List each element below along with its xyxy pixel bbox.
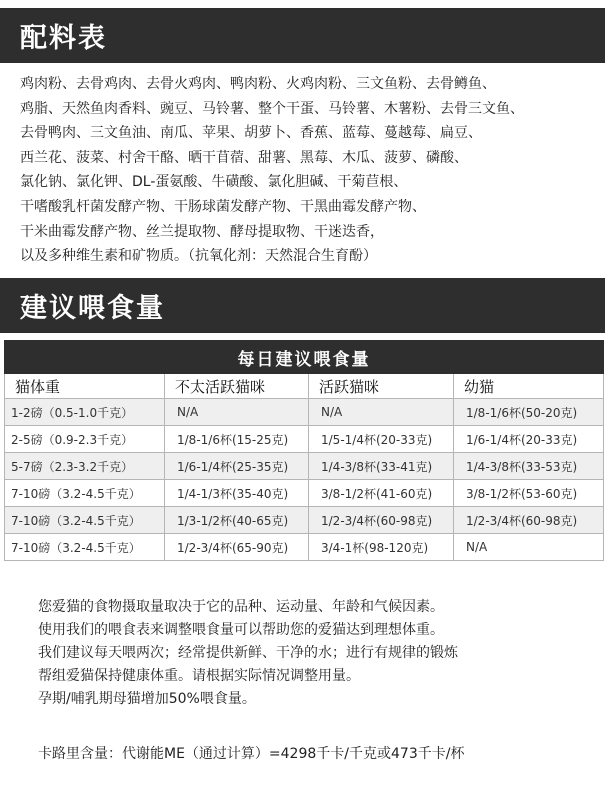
feeding-table — [4, 340, 604, 561]
column-header-weight: 猫体重 — [5, 374, 165, 399]
ingredients-line: 干嗜酸乳杆菌发酵产物、干肠球菌发酵产物、干黑曲霉发酵产物、 — [20, 198, 426, 215]
active-cell: 3/4-1杯(98-120克) — [309, 534, 454, 561]
ingredients-line: 鸡脂、天然鱼肉香料、豌豆、马铃薯、整个干蛋、马铃薯、木薯粉、去骨三文鱼、 — [20, 100, 524, 117]
ingredients-line: 鸡肉粉、去骨鸡肉、去骨火鸡肉、鸭肉粉、火鸡肉粉、三文鱼粉、去骨鳟鱼、 — [20, 76, 496, 92]
table-row — [5, 507, 604, 534]
weight-cell: 7-10磅（3.2-4.5千克） — [5, 480, 165, 507]
ingredients-line: 氯化钠、氯化钾、DL-蛋氨酸、牛磺酸、氯化胆碱、干菊苣根、 — [20, 174, 408, 191]
ingredients-list — [20, 72, 590, 269]
active-cell: 1/5-1/4杯(20-33克) — [309, 426, 454, 453]
note-line: 使用我们的喂食表来调整喂食量可以帮助您的爱猫达到理想体重。 — [38, 622, 444, 638]
column-header-kitten: 幼猫 — [454, 374, 604, 399]
less-active-cell: 1/8-1/6杯(15-25克) — [165, 426, 309, 453]
note-line: 您爱猫的食物摄取量取决于它的品种、运动量、年龄和气候因素。 — [38, 599, 444, 615]
table-row — [5, 534, 604, 561]
note-line: 帮组爱猫保持健康体重。请根据实际情况调整用量。 — [38, 668, 360, 684]
table-row — [5, 480, 604, 507]
active-cell: N/A — [309, 399, 454, 426]
feeding-header — [0, 278, 605, 333]
note-line: 孕期/哺乳期母猫增加50%喂食量。 — [38, 691, 256, 707]
weight-cell: 7-10磅（3.2-4.5千克） — [5, 534, 165, 561]
active-cell: 3/8-1/2杯(41-60克) — [309, 480, 454, 507]
column-header-active: 活跃猫咪 — [309, 374, 454, 399]
ingredients-header — [0, 8, 605, 63]
kitten-cell: N/A — [454, 534, 604, 561]
kitten-cell: 1/4-3/8杯(33-53克) — [454, 453, 604, 480]
calorie-content: 卡路里含量：代谢能ME（通过计算）=4298千卡/千克或473千卡/杯 — [38, 746, 465, 762]
table-row — [5, 399, 604, 426]
feeding-notes — [38, 596, 598, 711]
ingredients-line: 以及多种维生素和矿物质。（抗氧化剂：天然混合生育酚） — [20, 248, 377, 265]
less-active-cell: 1/2-3/4杯(65-90克) — [165, 534, 309, 561]
table-header-row — [5, 374, 604, 399]
weight-cell: 7-10磅（3.2-4.5千克） — [5, 507, 165, 534]
less-active-cell: 1/4-1/3杯(35-40克) — [165, 480, 309, 507]
table-title-row — [5, 341, 604, 374]
weight-cell: 5-7磅（2.3-3.2千克） — [5, 453, 165, 480]
ingredients-line: 去骨鸭肉、三文鱼油、南瓜、苹果、胡萝卜、香蕉、蓝莓、蔓越莓、扁豆、 — [20, 125, 482, 142]
ingredients-title: 配料表 — [20, 23, 107, 54]
less-active-cell: 1/6-1/4杯(25-35克) — [165, 453, 309, 480]
kitten-cell: 1/8-1/6杯(50-20克) — [454, 399, 604, 426]
kitten-cell: 1/2-3/4杯(60-98克) — [454, 507, 604, 534]
ingredients-line: 干米曲霉发酵产物、丝兰提取物、酵母提取物、干迷迭香， — [20, 223, 384, 240]
weight-cell: 1-2磅（0.5-1.0千克） — [5, 399, 165, 426]
weight-cell: 2-5磅（0.9-2.3千克） — [5, 426, 165, 453]
kitten-cell: 1/6-1/4杯(20-33克) — [454, 426, 604, 453]
feeding-title: 建议喂食量 — [20, 293, 165, 324]
active-cell: 1/4-3/8杯(33-41克) — [309, 453, 454, 480]
active-cell: 1/2-3/4杯(60-98克) — [309, 507, 454, 534]
note-line: 我们建议每天喂两次；经常提供新鲜、干净的水；进行有规律的锻炼 — [38, 645, 458, 661]
table-row — [5, 426, 604, 453]
less-active-cell: 1/3-1/2杯(40-65克) — [165, 507, 309, 534]
table-title: 每日建议喂食量 — [5, 341, 604, 374]
kitten-cell: 3/8-1/2杯(53-60克) — [454, 480, 604, 507]
ingredients-line: 西兰花、菠菜、村舍干酪、晒干苜蓿、甜薯、黑莓、木瓜、菠萝、磷酸、 — [20, 149, 468, 166]
table-row — [5, 453, 604, 480]
less-active-cell: N/A — [165, 399, 309, 426]
column-header-less-active: 不太活跃猫咪 — [165, 374, 309, 399]
